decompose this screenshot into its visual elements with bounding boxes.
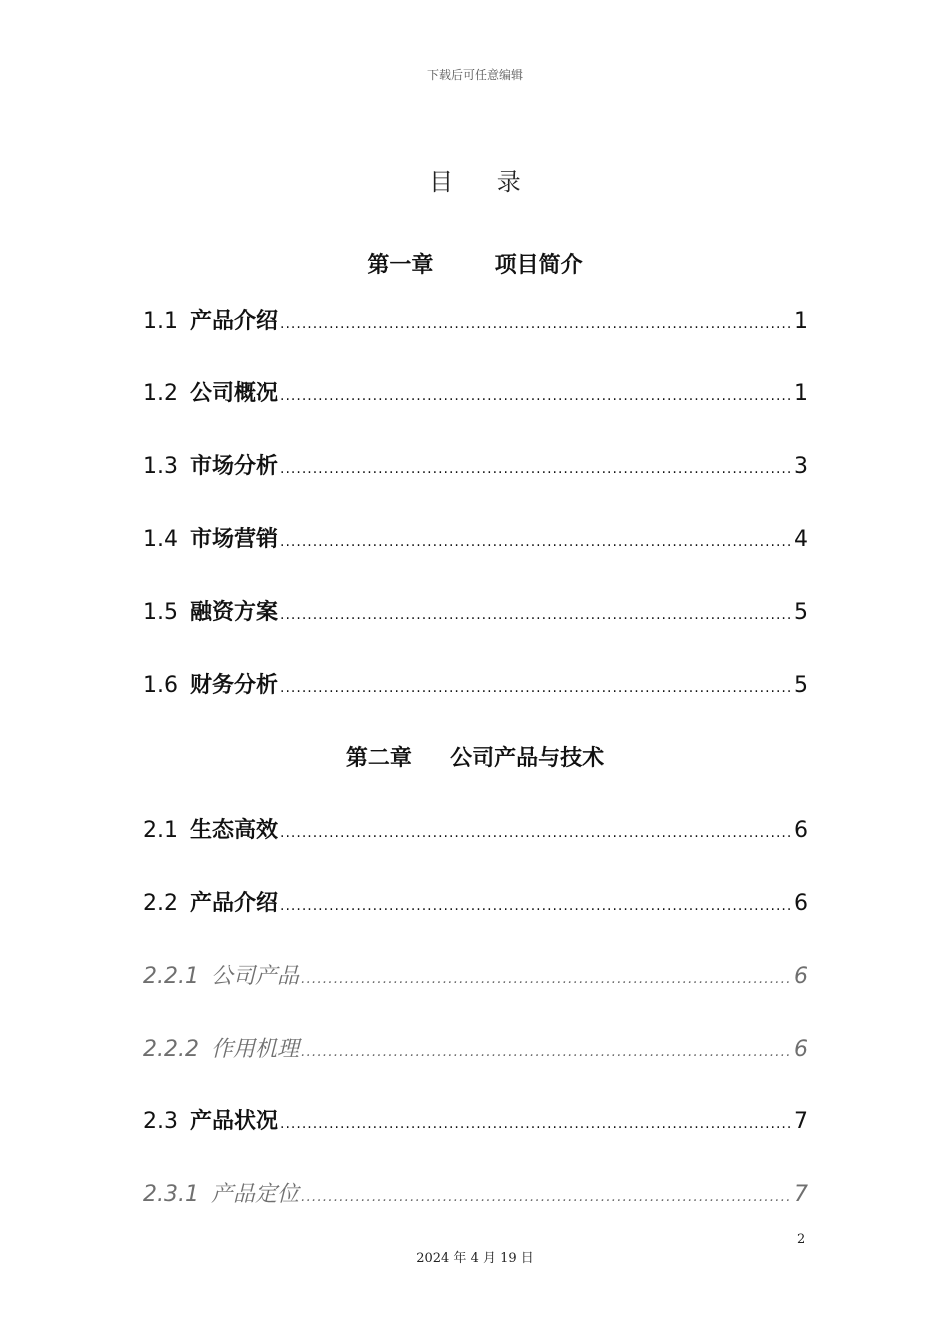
toc-entry-label: 作用机理 — [210, 1037, 299, 1062]
toc-entry-1-3[interactable] — [143, 449, 808, 480]
toc-title: 目 录 — [429, 168, 539, 196]
footer-date: 2024 年 4 月 19 日 — [416, 1251, 534, 1266]
dot-leader — [280, 680, 792, 696]
toc-entry-number: 2.3.1 — [143, 1182, 199, 1207]
chapter-2-heading: 第二章 公司产品与技术 — [345, 746, 605, 771]
toc-entry-2-1[interactable] — [143, 813, 808, 844]
dot-leader — [280, 534, 792, 550]
toc-entry-label: 市场分析 — [190, 454, 279, 479]
toc-entry-page: 3 — [794, 454, 808, 479]
toc-entry-2-3[interactable] — [143, 1104, 808, 1135]
toc-entry-number: 2.2.1 — [143, 964, 199, 989]
dot-leader — [280, 825, 792, 841]
dot-leader — [280, 388, 792, 404]
page-number: 2 — [797, 1232, 806, 1247]
toc-entry-label: 产品定位 — [210, 1182, 299, 1207]
toc-entry-2-2-1[interactable] — [143, 959, 808, 990]
toc-entry-2-2-2[interactable] — [143, 1032, 808, 1063]
toc-entry-label: 公司概况 — [190, 381, 279, 406]
chapter-1-heading: 第一章 项目简介 — [367, 253, 583, 278]
toc-entry-number: 2.2 — [143, 891, 178, 916]
toc-entry-label: 公司产品 — [210, 964, 299, 989]
toc-entry-label: 产品介绍 — [190, 309, 279, 334]
toc-entry-number: 1.2 — [143, 381, 178, 406]
toc-entry-label: 财务分析 — [190, 673, 279, 698]
toc-entry-page: 1 — [794, 381, 808, 406]
dot-leader — [280, 1116, 792, 1132]
toc-entry-label: 融资方案 — [190, 600, 279, 625]
toc-entry-label: 市场营销 — [190, 527, 279, 552]
toc-entry-page: 7 — [794, 1109, 808, 1134]
dot-leader — [301, 1044, 792, 1060]
toc-entry-page: 1 — [794, 309, 808, 334]
toc-entry-page: 6 — [794, 1037, 808, 1062]
toc-entry-number: 1.1 — [143, 309, 178, 334]
header-note: 下载后可任意编辑 — [426, 68, 523, 82]
dot-leader — [280, 607, 792, 623]
toc-entry-number: 1.3 — [143, 454, 178, 479]
toc-entry-number: 2.2.2 — [143, 1037, 199, 1062]
toc-entry-2-3-1[interactable] — [143, 1177, 808, 1208]
toc-entry-1-4[interactable] — [143, 522, 808, 553]
toc-entry-number: 1.4 — [143, 527, 178, 552]
toc-entry-page: 6 — [794, 964, 808, 989]
toc-entry-page: 5 — [794, 600, 808, 625]
toc-entry-page: 5 — [794, 673, 808, 698]
toc-entry-number: 2.3 — [143, 1109, 178, 1134]
toc-entry-number: 1.6 — [143, 673, 178, 698]
dot-leader — [280, 316, 792, 332]
toc-entry-1-6[interactable] — [143, 668, 808, 699]
dot-leader — [301, 1189, 792, 1205]
toc-entry-label: 生态高效 — [190, 818, 279, 843]
dot-leader — [301, 971, 792, 987]
toc-entry-page: 6 — [794, 891, 808, 916]
dot-leader — [280, 898, 792, 914]
toc-entry-page: 7 — [794, 1182, 808, 1207]
toc-entry-2-2[interactable] — [143, 886, 808, 917]
toc-entry-number: 1.5 — [143, 600, 178, 625]
toc-entry-label: 产品状况 — [190, 1109, 279, 1134]
dot-leader — [280, 461, 792, 477]
toc-entry-1-2[interactable] — [143, 376, 808, 407]
toc-entry-page: 6 — [794, 818, 808, 843]
toc-entry-page: 4 — [794, 527, 808, 552]
toc-entry-1-5[interactable] — [143, 595, 808, 626]
toc-entry-label: 产品介绍 — [190, 891, 279, 916]
toc-entry-1-1[interactable] — [143, 304, 808, 335]
toc-entry-number: 2.1 — [143, 818, 178, 843]
